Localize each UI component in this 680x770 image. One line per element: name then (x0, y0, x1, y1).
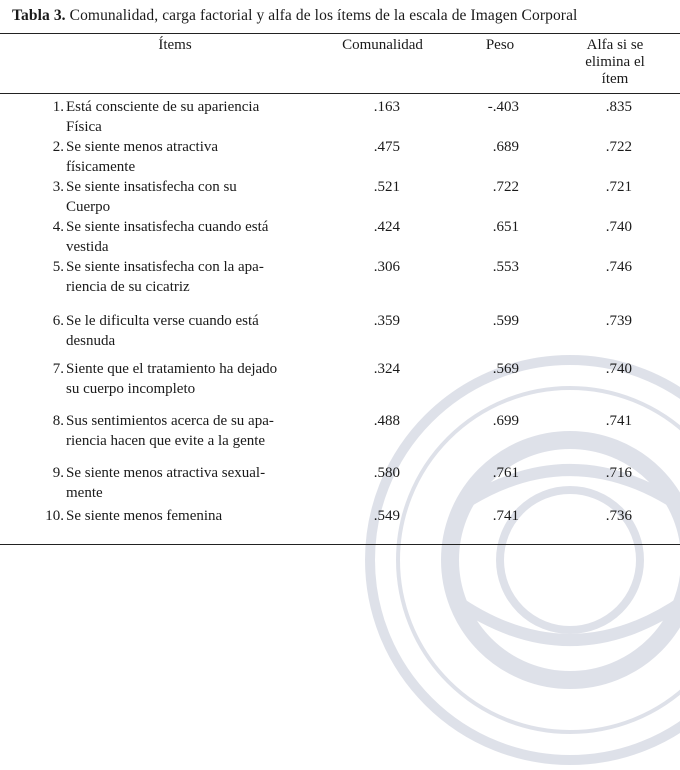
item-text-line1: Sus sentimientos acerca de su apa- (66, 413, 274, 429)
item-text (66, 359, 336, 399)
comunalidad-value: .306 (373, 259, 400, 275)
item-text-line1: Se siente insatisfecha con su (66, 179, 237, 195)
header-alfa-line2: elimina el (585, 54, 645, 70)
table-row (0, 217, 680, 261)
item-text-line2: físicamente (66, 159, 136, 175)
item-text (66, 257, 336, 297)
comunalidad-value: .475 (373, 139, 400, 155)
peso-value: -.403 (487, 99, 519, 115)
table-header-rule (0, 93, 680, 94)
item-text (66, 217, 336, 257)
item-text (66, 506, 336, 526)
table-row (0, 97, 680, 141)
header-comunalidad: Comunalidad (342, 37, 423, 53)
item-text-line1: Se siente menos atractiva sexual- (66, 465, 266, 481)
table-caption (12, 7, 577, 25)
peso-value: .699 (492, 413, 519, 429)
item-text-line1: Siente que el tratamiento ha dejado (66, 361, 278, 377)
alfa-value: .740 (605, 361, 632, 377)
item-number: 2. (52, 139, 64, 155)
alfa-value: .739 (605, 313, 632, 329)
table-row (0, 359, 680, 403)
peso-value: .553 (492, 259, 519, 275)
table-row (0, 177, 680, 221)
item-text (66, 411, 336, 451)
item-text-line1: Se siente menos atractiva (66, 139, 219, 155)
alfa-value: .721 (605, 179, 632, 195)
item-text-line2: vestida (66, 239, 109, 255)
item-text (66, 97, 336, 137)
item-text (66, 463, 336, 503)
alfa-value: .722 (605, 139, 632, 155)
comunalidad-value: .163 (373, 99, 400, 115)
header-items: Ítems (158, 37, 192, 53)
peso-value: .722 (492, 179, 519, 195)
item-text-line2: riencia de su cicatriz (66, 279, 190, 295)
table-row (0, 311, 680, 355)
item-text-line2: riencia hacen que evite a la gente (66, 433, 266, 449)
item-text-line1: Se siente menos femenina (66, 508, 223, 524)
alfa-value: .740 (605, 219, 632, 235)
table-bottom-rule (0, 544, 680, 545)
item-number: 3. (52, 179, 64, 195)
item-text-line2: su cuerpo incompleto (66, 381, 196, 397)
table-title: Comunalidad, carga factorial y alfa de los ítems de la escala de Imagen Corporal (65, 7, 578, 24)
comunalidad-value: .549 (373, 508, 400, 524)
peso-value: .569 (492, 361, 519, 377)
peso-value: .741 (492, 508, 519, 524)
table-label: Tabla 3. (12, 7, 66, 24)
peso-value: .599 (492, 313, 519, 329)
table-row (0, 463, 680, 507)
item-number: 8. (52, 413, 64, 429)
item-text-line2: desnuda (66, 333, 116, 349)
item-text-line2: Cuerpo (66, 199, 111, 215)
item-number: 4. (52, 219, 64, 235)
item-number: 1. (52, 99, 64, 115)
comunalidad-value: .424 (373, 219, 400, 235)
item-number: 7. (52, 361, 64, 377)
item-text-line2: mente (66, 485, 103, 501)
peso-value: .689 (492, 139, 519, 155)
table-row (0, 257, 680, 301)
table-top-rule (0, 33, 680, 34)
alfa-value: .746 (605, 259, 632, 275)
table-row (0, 137, 680, 181)
item-number: 10. (45, 508, 64, 524)
item-text-line1: Se le dificulta verse cuando está (66, 313, 259, 329)
item-number: 9. (52, 465, 64, 481)
header-alfa-line3: ítem (601, 71, 629, 87)
table-row (0, 411, 680, 455)
alfa-value: .835 (605, 99, 632, 115)
item-text (66, 177, 336, 217)
item-text (66, 311, 336, 351)
alfa-value: .741 (605, 413, 632, 429)
item-text-line1: Está consciente de su apariencia (66, 99, 260, 115)
header-alfa (565, 37, 665, 88)
item-number: 6. (52, 313, 64, 329)
item-text-line1: Se siente insatisfecha con la apa- (66, 259, 264, 275)
comunalidad-value: .324 (373, 361, 400, 377)
comunalidad-value: .580 (373, 465, 400, 481)
alfa-value: .736 (605, 508, 632, 524)
header-alfa-line1: Alfa si se (586, 37, 644, 53)
alfa-value: .716 (605, 465, 632, 481)
header-peso: Peso (485, 37, 515, 53)
peso-value: .761 (492, 465, 519, 481)
comunalidad-value: .521 (373, 179, 400, 195)
item-text (66, 137, 336, 177)
item-number: 5. (52, 259, 64, 275)
comunalidad-value: .359 (373, 313, 400, 329)
item-text-line1: Se siente insatisfecha cuando está (66, 219, 269, 235)
peso-value: .651 (492, 219, 519, 235)
item-text-line2: Física (66, 119, 102, 135)
comunalidad-value: .488 (373, 413, 400, 429)
